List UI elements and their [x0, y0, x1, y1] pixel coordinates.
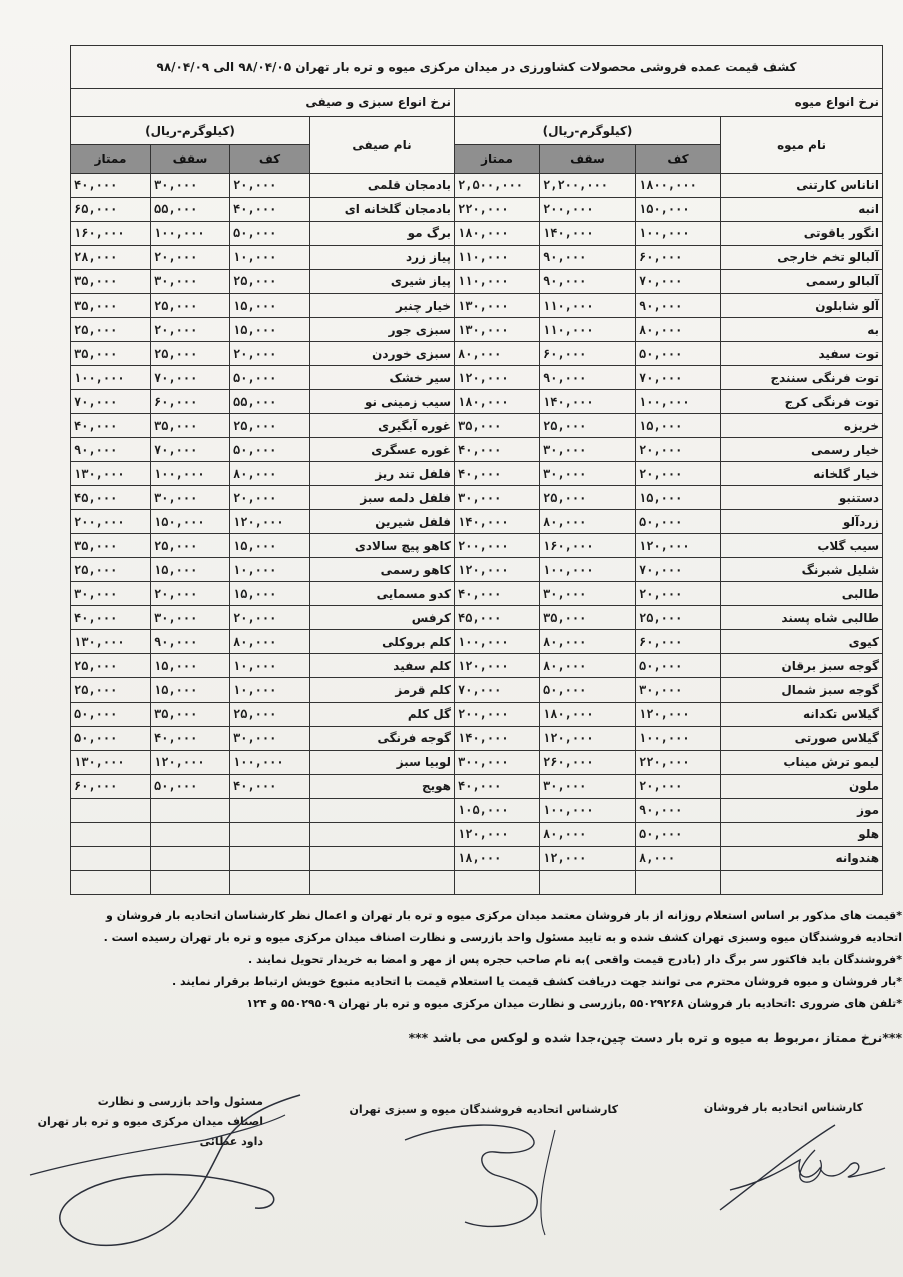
- veg-kaf-cell: ۵۰,۰۰۰: [230, 366, 310, 390]
- table-row: [71, 654, 883, 678]
- fruit-kaf-cell: ۱۲۰,۰۰۰: [636, 534, 721, 558]
- table-row: [71, 846, 883, 870]
- fruit-name-cell: آلو شابلون: [721, 293, 883, 317]
- veg-saqf-cell: ۳۰,۰۰۰: [151, 269, 230, 293]
- veg-saqf-cell: ۳۰,۰۰۰: [151, 486, 230, 510]
- veg-momtaz-cell: ۲۵,۰۰۰: [71, 558, 151, 582]
- veg-kaf-cell: ۱۲۰,۰۰۰: [230, 510, 310, 534]
- veg-col-saqf: سقف: [151, 145, 230, 173]
- veg-momtaz-cell: ۳۰,۰۰۰: [71, 582, 151, 606]
- fruit-kaf-cell: ۷۰,۰۰۰: [636, 558, 721, 582]
- fruit-momtaz-cell: ۲۰۰,۰۰۰: [455, 534, 540, 558]
- veg-name-cell: بادمجان گلخانه ای: [310, 197, 455, 221]
- fruit-saqf-cell: ۲۶۰,۰۰۰: [540, 750, 636, 774]
- veg-name-cell: فلفل تند ریز: [310, 462, 455, 486]
- fruit-kaf-cell: ۲۰,۰۰۰: [636, 438, 721, 462]
- fruit-name-cell: خیار گلخانه: [721, 462, 883, 486]
- veg-unit-label: (کیلوگرم-ریال): [71, 117, 310, 145]
- veg-momtaz-cell: ۴۵,۰۰۰: [71, 486, 151, 510]
- fruit-kaf-cell: ۶۰,۰۰۰: [636, 630, 721, 654]
- fruit-momtaz-cell: ۲,۵۰۰,۰۰۰: [455, 173, 540, 197]
- fruit-momtaz-cell: ۱۲۰,۰۰۰: [455, 558, 540, 582]
- veg-momtaz-cell: ۴۰,۰۰۰: [71, 173, 151, 197]
- handwritten-signature-center: [395, 1110, 595, 1240]
- document-title: کشف قیمت عمده فروشی محصولات کشاورزی در میدان مرکزی میوه و تره بار تهران ۹۸/۰۴/۰۵ الی ۹۸/۰۴/۰۹: [71, 46, 883, 89]
- fruit-kaf-cell: ۹۰,۰۰۰: [636, 798, 721, 822]
- veg-name-cell: کرفس: [310, 606, 455, 630]
- veg-kaf-cell: ۲۰,۰۰۰: [230, 173, 310, 197]
- fruit-kaf-cell: ۱۸۰۰,۰۰۰: [636, 173, 721, 197]
- fruit-saqf-cell: ۱۰۰,۰۰۰: [540, 798, 636, 822]
- fruit-momtaz-cell: ۱۳۰,۰۰۰: [455, 318, 540, 342]
- veg-kaf-cell: ۱۰,۰۰۰: [230, 678, 310, 702]
- fruit-kaf-cell: ۲۲۰,۰۰۰: [636, 750, 721, 774]
- veg-saqf-cell: ۲۰,۰۰۰: [151, 245, 230, 269]
- signature-title-left-3: داود عطائی: [199, 1135, 263, 1148]
- veg-saqf-cell: ۴۰,۰۰۰: [151, 726, 230, 750]
- veg-momtaz-cell: [71, 822, 151, 846]
- veg-momtaz-cell: [71, 870, 151, 894]
- fruit-momtaz-cell: [455, 870, 540, 894]
- veg-kaf-cell: ۱۵,۰۰۰: [230, 534, 310, 558]
- fruit-momtaz-cell: ۱۸۰,۰۰۰: [455, 221, 540, 245]
- veg-momtaz-cell: ۱۳۰,۰۰۰: [71, 750, 151, 774]
- veg-momtaz-cell: ۲۸,۰۰۰: [71, 245, 151, 269]
- signature-title-left-2: اصناف میدان مرکزی میوه و تره بار تهران: [37, 1115, 263, 1128]
- fruit-col-momtaz: ممتاز: [455, 145, 540, 173]
- veg-saqf-cell: ۷۰,۰۰۰: [151, 438, 230, 462]
- veg-name-cell: کدو مسمایی: [310, 582, 455, 606]
- veg-kaf-cell: ۲۵,۰۰۰: [230, 414, 310, 438]
- fruit-momtaz-cell: ۴۰,۰۰۰: [455, 774, 540, 798]
- veg-name-cell: سیب زمینی نو: [310, 390, 455, 414]
- fruit-kaf-cell: ۱۲۰,۰۰۰: [636, 702, 721, 726]
- veg-name-cell: کلم قرمز: [310, 678, 455, 702]
- fruit-name-cell: [721, 870, 883, 894]
- fruit-kaf-cell: ۵۰,۰۰۰: [636, 822, 721, 846]
- table-row: [71, 438, 883, 462]
- fruit-saqf-cell: ۳۰,۰۰۰: [540, 462, 636, 486]
- veg-saqf-cell: ۵۰,۰۰۰: [151, 774, 230, 798]
- fruit-saqf-cell: ۸۰,۰۰۰: [540, 630, 636, 654]
- veg-saqf-cell: [151, 822, 230, 846]
- veg-momtaz-cell: ۲۵,۰۰۰: [71, 318, 151, 342]
- fruit-name-cell: خیار رسمی: [721, 438, 883, 462]
- veg-momtaz-cell: ۷۰,۰۰۰: [71, 390, 151, 414]
- fruit-kaf-cell: ۳۰,۰۰۰: [636, 678, 721, 702]
- veg-kaf-cell: ۲۵,۰۰۰: [230, 269, 310, 293]
- fruit-momtaz-cell: ۱۲۰,۰۰۰: [455, 366, 540, 390]
- fruit-momtaz-cell: ۱۲۰,۰۰۰: [455, 822, 540, 846]
- fruit-momtaz-cell: ۲۲۰,۰۰۰: [455, 197, 540, 221]
- veg-kaf-cell: ۱۵,۰۰۰: [230, 582, 310, 606]
- fruit-saqf-cell: ۸۰,۰۰۰: [540, 654, 636, 678]
- fruit-kaf-cell: ۶۰,۰۰۰: [636, 245, 721, 269]
- veg-section-title: نرخ انواع سبزی و صیفی: [71, 88, 455, 116]
- veg-kaf-cell: ۵۵,۰۰۰: [230, 390, 310, 414]
- signature-title-center: کارشناس اتحادیه فروشندگان میوه و سبزی تهران: [349, 1103, 618, 1116]
- fruit-momtaz-cell: ۴۰,۰۰۰: [455, 582, 540, 606]
- veg-name-cell: [310, 870, 455, 894]
- fruit-momtaz-cell: ۱۴۰,۰۰۰: [455, 510, 540, 534]
- handwritten-signature-right: [700, 1110, 890, 1220]
- fruit-momtaz-cell: ۴۰,۰۰۰: [455, 438, 540, 462]
- fruit-name-cell: گوجه سبز شمال: [721, 678, 883, 702]
- fruit-saqf-cell: ۱۴۰,۰۰۰: [540, 221, 636, 245]
- table-row: [71, 197, 883, 221]
- fruit-name-cell: زردآلو: [721, 510, 883, 534]
- veg-name-cell: کلم سفید: [310, 654, 455, 678]
- table-row: [71, 390, 883, 414]
- fruit-saqf-cell: ۱۴۰,۰۰۰: [540, 390, 636, 414]
- veg-kaf-cell: ۲۰,۰۰۰: [230, 486, 310, 510]
- fruit-saqf-cell: ۳۰,۰۰۰: [540, 774, 636, 798]
- veg-momtaz-cell: ۲۰۰,۰۰۰: [71, 510, 151, 534]
- veg-name-cell: فلفل شیرین: [310, 510, 455, 534]
- veg-saqf-cell: ۲۵,۰۰۰: [151, 293, 230, 317]
- veg-momtaz-cell: ۴۰,۰۰۰: [71, 606, 151, 630]
- table-row: [71, 342, 883, 366]
- fruit-name-cell: گیلاس صورتی: [721, 726, 883, 750]
- fruit-saqf-cell: ۲۵,۰۰۰: [540, 486, 636, 510]
- fruit-kaf-cell: ۱۰۰,۰۰۰: [636, 726, 721, 750]
- veg-saqf-cell: ۶۰,۰۰۰: [151, 390, 230, 414]
- veg-kaf-cell: ۴۰,۰۰۰: [230, 774, 310, 798]
- fruit-saqf-cell: ۹۰,۰۰۰: [540, 245, 636, 269]
- veg-saqf-cell: ۳۵,۰۰۰: [151, 414, 230, 438]
- fruit-name-cell: به: [721, 318, 883, 342]
- table-row: [71, 630, 883, 654]
- fruit-kaf-cell: ۱۵,۰۰۰: [636, 486, 721, 510]
- veg-kaf-cell: ۱۵,۰۰۰: [230, 293, 310, 317]
- table-row: [71, 510, 883, 534]
- fruit-name-cell: توت سفید: [721, 342, 883, 366]
- fruit-col-kaf: کف: [636, 145, 721, 173]
- veg-saqf-cell: [151, 798, 230, 822]
- fruit-momtaz-cell: ۱۱۰,۰۰۰: [455, 269, 540, 293]
- veg-saqf-cell: ۳۰,۰۰۰: [151, 173, 230, 197]
- fruit-saqf-cell: ۲,۲۰۰,۰۰۰: [540, 173, 636, 197]
- note-line: *تلفن های ضروری :اتحادیه بار فروشان ۵۵۰۲۹۲۶۸ ,بازرسی و نظارت میدان مرکزی میوه و تره بار تهران ۵۵۰۲۹۵۰۹ و ۱۲۴: [246, 997, 902, 1010]
- veg-name-cell: برگ مو: [310, 221, 455, 245]
- veg-kaf-cell: [230, 798, 310, 822]
- veg-kaf-cell: ۵۰,۰۰۰: [230, 438, 310, 462]
- fruit-kaf-cell: ۷۰,۰۰۰: [636, 269, 721, 293]
- veg-name-cell: پیاز زرد: [310, 245, 455, 269]
- veg-name-cell: [310, 798, 455, 822]
- veg-name-cell: کلم بروکلی: [310, 630, 455, 654]
- veg-momtaz-cell: ۲۵,۰۰۰: [71, 678, 151, 702]
- veg-momtaz-cell: ۳۵,۰۰۰: [71, 293, 151, 317]
- fruit-saqf-cell: ۱۸۰,۰۰۰: [540, 702, 636, 726]
- veg-name-cell: [310, 822, 455, 846]
- veg-momtaz-cell: [71, 798, 151, 822]
- veg-momtaz-cell: ۳۵,۰۰۰: [71, 534, 151, 558]
- fruit-momtaz-cell: ۱۱۰,۰۰۰: [455, 245, 540, 269]
- fruit-kaf-cell: ۵۰,۰۰۰: [636, 510, 721, 534]
- veg-name-cell: کاهو پیچ سالادی: [310, 534, 455, 558]
- note-line: اتحادیه فروشندگان میوه وسبزی تهران کشف شده و به تایید مسئول واحد بازرسی و نظارت اصناف میدان مرکزی میوه و تره بار تهران رسیده است .: [103, 931, 902, 944]
- veg-kaf-cell: ۲۰,۰۰۰: [230, 342, 310, 366]
- table-row: [71, 318, 883, 342]
- table-row: [71, 293, 883, 317]
- fruit-kaf-cell: ۵۰,۰۰۰: [636, 654, 721, 678]
- veg-momtaz-cell: ۶۵,۰۰۰: [71, 197, 151, 221]
- veg-kaf-cell: ۲۰,۰۰۰: [230, 606, 310, 630]
- fruit-saqf-cell: ۸۰,۰۰۰: [540, 822, 636, 846]
- veg-kaf-cell: [230, 846, 310, 870]
- veg-kaf-cell: ۲۵,۰۰۰: [230, 702, 310, 726]
- fruit-saqf-cell: ۳۰,۰۰۰: [540, 582, 636, 606]
- fruit-kaf-cell: ۲۵,۰۰۰: [636, 606, 721, 630]
- veg-saqf-cell: [151, 870, 230, 894]
- veg-kaf-cell: ۴۰,۰۰۰: [230, 197, 310, 221]
- fruit-name-cell: هندوانه: [721, 846, 883, 870]
- fruit-saqf-cell: ۱۰۰,۰۰۰: [540, 558, 636, 582]
- fruit-name-cell: طالبی شاه پسند: [721, 606, 883, 630]
- fruit-name-header: نام میوه: [721, 117, 883, 174]
- veg-saqf-cell: ۳۰,۰۰۰: [151, 606, 230, 630]
- fruit-saqf-cell: ۱۱۰,۰۰۰: [540, 293, 636, 317]
- signature-title-left-1: مسئول واحد بازرسی و نظارت: [97, 1095, 263, 1108]
- fruit-name-cell: لیمو ترش میناب: [721, 750, 883, 774]
- fruit-kaf-cell: ۵۰,۰۰۰: [636, 342, 721, 366]
- veg-name-cell: گوجه فرنگی: [310, 726, 455, 750]
- table-row: [71, 774, 883, 798]
- fruit-momtaz-cell: ۸۰,۰۰۰: [455, 342, 540, 366]
- veg-name-cell: کاهو رسمی: [310, 558, 455, 582]
- veg-saqf-cell: ۵۵,۰۰۰: [151, 197, 230, 221]
- premium-note: ***نرخ ممتاز ،مربوط به میوه و تره بار دست چین،جدا شده و لوکس می باشد ***: [408, 1030, 902, 1045]
- fruit-momtaz-cell: ۱۸,۰۰۰: [455, 846, 540, 870]
- veg-saqf-cell: ۱۵,۰۰۰: [151, 654, 230, 678]
- fruit-saqf-cell: ۲۵,۰۰۰: [540, 414, 636, 438]
- table-row: [71, 822, 883, 846]
- fruit-name-cell: توت فرنگی سنندج: [721, 366, 883, 390]
- fruit-momtaz-cell: ۴۵,۰۰۰: [455, 606, 540, 630]
- veg-momtaz-cell: ۳۵,۰۰۰: [71, 342, 151, 366]
- fruit-name-cell: ملون: [721, 774, 883, 798]
- veg-saqf-cell: ۱۰۰,۰۰۰: [151, 221, 230, 245]
- fruit-name-cell: گیلاس تکدانه: [721, 702, 883, 726]
- fruit-saqf-cell: ۶۰,۰۰۰: [540, 342, 636, 366]
- fruit-momtaz-cell: ۴۰,۰۰۰: [455, 462, 540, 486]
- table-row: [71, 486, 883, 510]
- fruit-name-cell: آلبالو تخم خارجی: [721, 245, 883, 269]
- veg-name-header: نام صیفی: [310, 117, 455, 174]
- fruit-name-cell: انبه: [721, 197, 883, 221]
- table-row: [71, 750, 883, 774]
- fruit-momtaz-cell: ۳۰۰,۰۰۰: [455, 750, 540, 774]
- table-row: [71, 534, 883, 558]
- veg-momtaz-cell: ۱۳۰,۰۰۰: [71, 630, 151, 654]
- veg-col-momtaz: ممتاز: [71, 145, 151, 173]
- veg-momtaz-cell: ۱۳۰,۰۰۰: [71, 462, 151, 486]
- veg-name-cell: فلفل دلمه سبز: [310, 486, 455, 510]
- veg-kaf-cell: ۱۰۰,۰۰۰: [230, 750, 310, 774]
- fruit-name-cell: آلبالو رسمی: [721, 269, 883, 293]
- veg-kaf-cell: ۱۵,۰۰۰: [230, 318, 310, 342]
- table-row: [71, 798, 883, 822]
- fruit-saqf-cell: ۳۵,۰۰۰: [540, 606, 636, 630]
- veg-momtaz-cell: ۵۰,۰۰۰: [71, 726, 151, 750]
- veg-saqf-cell: ۲۵,۰۰۰: [151, 534, 230, 558]
- table-row: [71, 462, 883, 486]
- veg-name-cell: گل کلم: [310, 702, 455, 726]
- table-row: [71, 173, 883, 197]
- fruit-saqf-cell: ۳۰,۰۰۰: [540, 438, 636, 462]
- table-row: [71, 366, 883, 390]
- fruit-saqf-cell: ۱۲۰,۰۰۰: [540, 726, 636, 750]
- veg-name-cell: [310, 846, 455, 870]
- veg-momtaz-cell: ۱۶۰,۰۰۰: [71, 221, 151, 245]
- fruit-momtaz-cell: ۳۵,۰۰۰: [455, 414, 540, 438]
- fruit-momtaz-cell: ۱۰۰,۰۰۰: [455, 630, 540, 654]
- veg-kaf-cell: [230, 822, 310, 846]
- fruit-momtaz-cell: ۱۰۵,۰۰۰: [455, 798, 540, 822]
- fruit-name-cell: خربزه: [721, 414, 883, 438]
- fruit-kaf-cell: ۸,۰۰۰: [636, 846, 721, 870]
- fruit-kaf-cell: ۲۰,۰۰۰: [636, 774, 721, 798]
- fruit-momtaz-cell: ۱۴۰,۰۰۰: [455, 726, 540, 750]
- veg-name-cell: بادمجان قلمی: [310, 173, 455, 197]
- table-row: [71, 678, 883, 702]
- fruit-saqf-cell: ۹۰,۰۰۰: [540, 366, 636, 390]
- note-line: *قیمت های مذکور بر اساس استعلام روزانه از بار فروشان معتمد میدان مرکزی میوه و تره بار تهران و اعمال نظر کارشناسان اتحادیه بار فروشان و: [106, 909, 902, 922]
- veg-momtaz-cell: ۲۵,۰۰۰: [71, 654, 151, 678]
- handwritten-signature-left: [25, 1080, 325, 1260]
- veg-kaf-cell: ۵۰,۰۰۰: [230, 221, 310, 245]
- fruit-name-cell: دستنبو: [721, 486, 883, 510]
- fruit-kaf-cell: [636, 870, 721, 894]
- fruit-name-cell: کیوی: [721, 630, 883, 654]
- veg-saqf-cell: ۱۰۰,۰۰۰: [151, 462, 230, 486]
- fruit-saqf-cell: ۵۰,۰۰۰: [540, 678, 636, 702]
- table-row: [71, 245, 883, 269]
- fruit-name-cell: هلو: [721, 822, 883, 846]
- veg-kaf-cell: ۳۰,۰۰۰: [230, 726, 310, 750]
- veg-name-cell: غوره آبگیری: [310, 414, 455, 438]
- fruit-kaf-cell: ۱۵۰,۰۰۰: [636, 197, 721, 221]
- fruit-col-saqf: سقف: [540, 145, 636, 173]
- fruit-momtaz-cell: ۱۳۰,۰۰۰: [455, 293, 540, 317]
- veg-saqf-cell: [151, 846, 230, 870]
- price-table: [70, 45, 883, 895]
- fruit-momtaz-cell: ۷۰,۰۰۰: [455, 678, 540, 702]
- fruit-kaf-cell: ۲۰,۰۰۰: [636, 462, 721, 486]
- fruit-kaf-cell: ۹۰,۰۰۰: [636, 293, 721, 317]
- veg-col-kaf: کف: [230, 145, 310, 173]
- veg-saqf-cell: ۷۰,۰۰۰: [151, 366, 230, 390]
- note-line: *فروشندگان باید فاکتور سر برگ دار (بادرج قیمت واقعی )به نام صاحب حجره پس از مهر و امضا به خریدار تحویل نمایند .: [248, 953, 902, 966]
- fruit-saqf-cell: ۱۱۰,۰۰۰: [540, 318, 636, 342]
- veg-momtaz-cell: ۵۰,۰۰۰: [71, 702, 151, 726]
- fruit-name-cell: طالبی: [721, 582, 883, 606]
- table-row: [71, 870, 883, 894]
- fruit-momtaz-cell: ۳۰,۰۰۰: [455, 486, 540, 510]
- fruit-kaf-cell: ۱۰۰,۰۰۰: [636, 221, 721, 245]
- fruit-kaf-cell: ۱۰۰,۰۰۰: [636, 390, 721, 414]
- fruit-unit-label: (کیلوگرم-ریال): [455, 117, 721, 145]
- table-row: [71, 726, 883, 750]
- fruit-name-cell: موز: [721, 798, 883, 822]
- fruit-name-cell: گوجه سبز برقان: [721, 654, 883, 678]
- fruit-name-cell: شلیل شبرنگ: [721, 558, 883, 582]
- fruit-kaf-cell: ۷۰,۰۰۰: [636, 366, 721, 390]
- veg-saqf-cell: ۱۵,۰۰۰: [151, 678, 230, 702]
- veg-saqf-cell: ۲۰,۰۰۰: [151, 318, 230, 342]
- veg-kaf-cell: ۱۰,۰۰۰: [230, 245, 310, 269]
- fruit-saqf-cell: ۸۰,۰۰۰: [540, 510, 636, 534]
- table-row: [71, 582, 883, 606]
- veg-kaf-cell: ۸۰,۰۰۰: [230, 630, 310, 654]
- fruit-saqf-cell: ۹۰,۰۰۰: [540, 269, 636, 293]
- notes-block: [70, 905, 902, 1015]
- table-row: [71, 606, 883, 630]
- fruit-momtaz-cell: ۱۸۰,۰۰۰: [455, 390, 540, 414]
- fruit-saqf-cell: ۱۲,۰۰۰: [540, 846, 636, 870]
- veg-momtaz-cell: ۹۰,۰۰۰: [71, 438, 151, 462]
- veg-kaf-cell: [230, 870, 310, 894]
- veg-name-cell: سبزی جور: [310, 318, 455, 342]
- veg-momtaz-cell: [71, 846, 151, 870]
- veg-name-cell: لوبیا سبز: [310, 750, 455, 774]
- signature-title-right: کارشناس اتحادیه بار فروشان: [703, 1101, 863, 1114]
- fruit-momtaz-cell: ۱۲۰,۰۰۰: [455, 654, 540, 678]
- fruit-section-title: نرخ انواع میوه: [455, 88, 883, 116]
- veg-kaf-cell: ۸۰,۰۰۰: [230, 462, 310, 486]
- veg-saqf-cell: ۹۰,۰۰۰: [151, 630, 230, 654]
- fruit-kaf-cell: ۸۰,۰۰۰: [636, 318, 721, 342]
- fruit-saqf-cell: [540, 870, 636, 894]
- veg-name-cell: سیر خشک: [310, 366, 455, 390]
- fruit-kaf-cell: ۲۰,۰۰۰: [636, 582, 721, 606]
- table-row: [71, 414, 883, 438]
- table-row: [71, 558, 883, 582]
- veg-momtaz-cell: ۱۰۰,۰۰۰: [71, 366, 151, 390]
- veg-saqf-cell: ۱۵,۰۰۰: [151, 558, 230, 582]
- veg-name-cell: هویج: [310, 774, 455, 798]
- fruit-name-cell: سیب گلاب: [721, 534, 883, 558]
- veg-momtaz-cell: ۶۰,۰۰۰: [71, 774, 151, 798]
- veg-saqf-cell: ۲۰,۰۰۰: [151, 582, 230, 606]
- veg-momtaz-cell: ۴۰,۰۰۰: [71, 414, 151, 438]
- note-line: *بار فروشان و میوه فروشان محترم می توانند جهت دریافت کشف قیمت یا استعلام قیمت با اتحادیه متبوع خویش ارتباط برقرار نمایند .: [172, 975, 902, 988]
- veg-kaf-cell: ۱۰,۰۰۰: [230, 558, 310, 582]
- veg-kaf-cell: ۱۰,۰۰۰: [230, 654, 310, 678]
- fruit-saqf-cell: ۲۰۰,۰۰۰: [540, 197, 636, 221]
- veg-saqf-cell: ۱۲۰,۰۰۰: [151, 750, 230, 774]
- fruit-name-cell: اناناس کارتنی: [721, 173, 883, 197]
- veg-momtaz-cell: ۳۵,۰۰۰: [71, 269, 151, 293]
- fruit-kaf-cell: ۱۵,۰۰۰: [636, 414, 721, 438]
- veg-name-cell: خیار چنبر: [310, 293, 455, 317]
- fruit-name-cell: توت فرنگی کرج: [721, 390, 883, 414]
- table-row: [71, 269, 883, 293]
- veg-saqf-cell: ۱۵۰,۰۰۰: [151, 510, 230, 534]
- table-row: [71, 702, 883, 726]
- fruit-momtaz-cell: ۲۰۰,۰۰۰: [455, 702, 540, 726]
- veg-saqf-cell: ۳۵,۰۰۰: [151, 702, 230, 726]
- table-row: [71, 221, 883, 245]
- fruit-name-cell: انگور یاقوتی: [721, 221, 883, 245]
- veg-name-cell: غوره عسگری: [310, 438, 455, 462]
- veg-saqf-cell: ۲۵,۰۰۰: [151, 342, 230, 366]
- fruit-saqf-cell: ۱۶۰,۰۰۰: [540, 534, 636, 558]
- veg-name-cell: پیاز شیری: [310, 269, 455, 293]
- veg-name-cell: سبزی خوردن: [310, 342, 455, 366]
